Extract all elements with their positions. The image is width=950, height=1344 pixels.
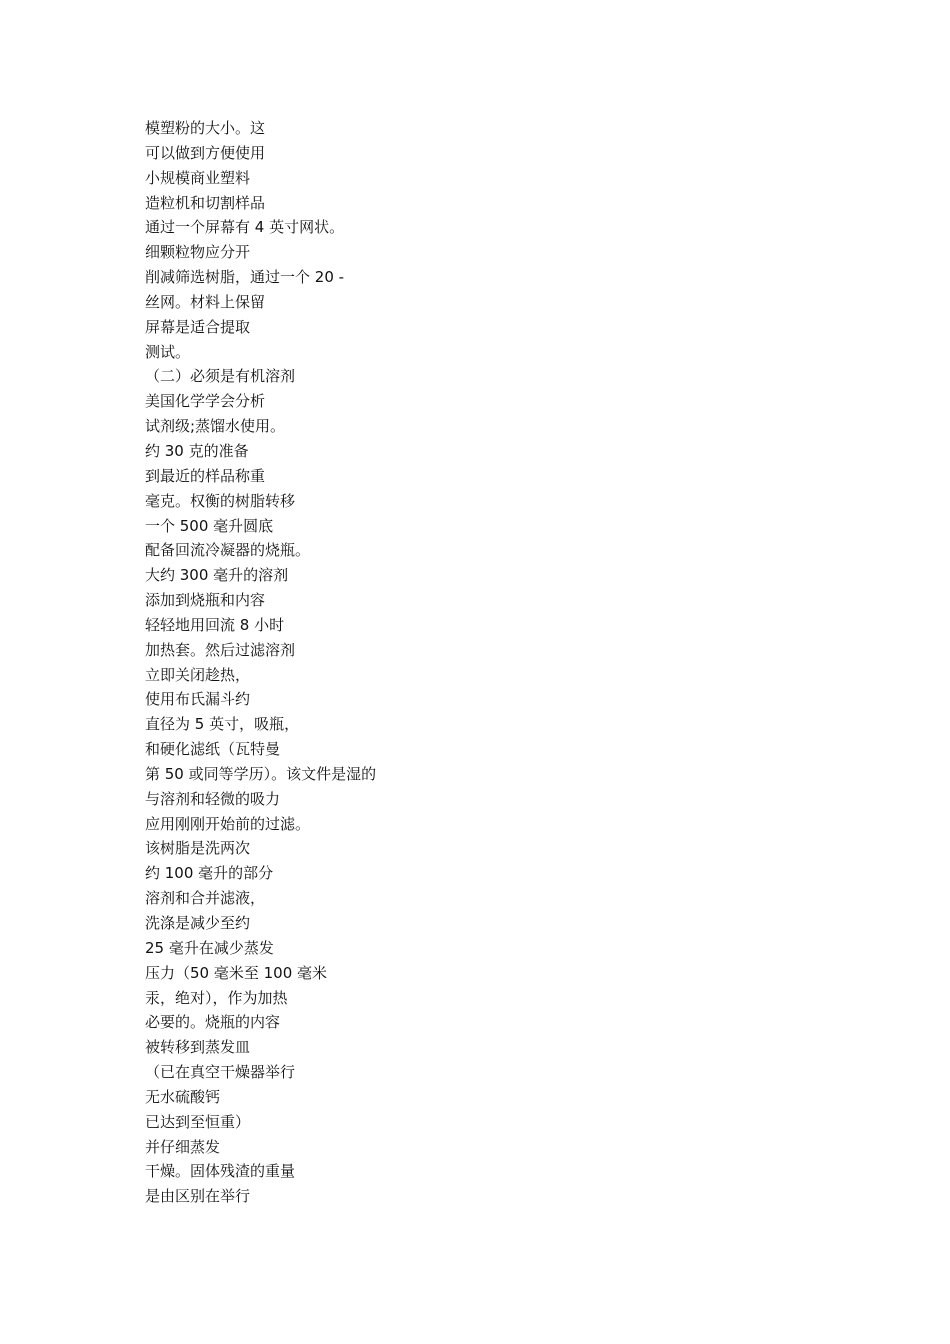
text-line: 测试。 xyxy=(145,342,191,361)
text-line: 应用刚刚开始前的过滤。 xyxy=(145,814,311,833)
text-line: 试剂级;蒸馏水使用。 xyxy=(145,417,286,436)
text-line: 添加到烧瓶和内容 xyxy=(145,591,266,610)
text-line: 小规模商业塑料 xyxy=(145,168,251,187)
text-line: 丝网。材料上保留 xyxy=(145,292,266,311)
text-line: 汞，绝对），作为加热 xyxy=(145,988,288,1007)
text-line: 加热套。然后过滤溶剂 xyxy=(145,640,296,659)
text-line: 约 30 克的准备 xyxy=(145,441,249,460)
text-line: 模塑粉的大小。这 xyxy=(145,119,266,137)
body-text xyxy=(145,116,505,1209)
text-line: 约 100 毫升的部分 xyxy=(145,864,274,883)
text-line: 无水硫酸钙 xyxy=(145,1087,221,1106)
text-line: 通过一个屏幕有 4 英寸网状。 xyxy=(145,218,345,237)
text-line: 和硬化滤纸（瓦特曼 xyxy=(145,740,281,759)
text-line: 屏幕是适合提取 xyxy=(145,317,251,336)
text-line: 配备回流冷凝器的烧瓶。 xyxy=(145,541,311,560)
text-line: 是由区别在举行 xyxy=(145,1187,251,1206)
text-line: 造粒机和切割样品 xyxy=(145,193,266,212)
text-line: 削减筛选树脂，通过一个 20 - xyxy=(145,268,345,287)
text-line: 直径为 5 英寸，吸瓶， xyxy=(145,715,300,734)
text-line: 到最近的样品称重 xyxy=(145,466,266,485)
text-line: 可以做到方便使用 xyxy=(145,143,266,162)
text-line: 并仔细蒸发 xyxy=(145,1137,221,1156)
text-line: 第 50 或同等学历）。该文件是湿的 xyxy=(145,764,377,783)
text-line: 干燥。固体残渣的重量 xyxy=(145,1162,296,1181)
text-line: 立即关闭趁热， xyxy=(145,665,251,684)
text-line: 已达到至恒重） xyxy=(145,1112,251,1131)
text-line: 必要的。烧瓶的内容 xyxy=(145,1013,281,1032)
text-line: 细颗粒物应分开 xyxy=(145,243,251,262)
text-line: 与溶剂和轻微的吸力 xyxy=(145,789,281,808)
text-line: 溶剂和合并滤液， xyxy=(145,889,266,908)
text-line: 25 毫升在减少蒸发 xyxy=(145,938,274,957)
text-line: 使用布氏漏斗约 xyxy=(145,690,251,709)
text-line: 轻轻地用回流 8 小时 xyxy=(145,615,285,634)
text-line: 一个 500 毫升圆底 xyxy=(145,516,274,535)
text-line: （二）必须是有机溶剂 xyxy=(145,367,296,386)
text-line: 美国化学学会分析 xyxy=(145,392,266,411)
text-line: 该树脂是洗两次 xyxy=(145,839,251,858)
text-line: 洗涤是减少至约 xyxy=(145,914,251,932)
text-line: 毫克。权衡的树脂转移 xyxy=(145,491,296,510)
text-line: 大约 300 毫升的溶剂 xyxy=(145,566,289,585)
text-line: 被转移到蒸发皿 xyxy=(145,1038,251,1057)
text-line: 压力（50 毫米至 100 毫米 xyxy=(145,963,328,982)
text-line: （已在真空干燥器举行 xyxy=(145,1063,296,1082)
